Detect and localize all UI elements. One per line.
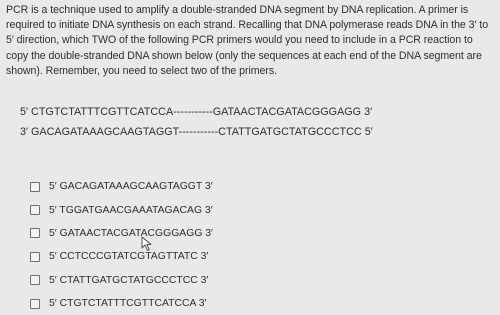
dna-top-strand: 5′ CTGTCTATTTCGTTCATCCA-----------GATAACTACGATACGGGAGG 3′ — [20, 106, 373, 118]
primer-option-6[interactable] — [30, 292, 470, 315]
option-checkbox[interactable] — [30, 205, 40, 215]
question-paragraph: PCR is a technique used to amplify a double-stranded DNA segment by DNA replication. A primer is required to initiate DNA synthesis on each strand. Recalling that DNA polymerase reads DNA in the 3′ to 5′ direction, which TWO of the following PCR primers would you need to include in a PCR reaction to copy the double-stranded DNA shown below (only the sequences at each end of the DNA segment are shown). Remember, you need to select two of the primers. — [6, 4, 489, 77]
dna-bottom-strand: 3′ GACAGATAAAGCAAGTAGGT-----------CTATTGATGCTATGCCCTCC 5′ — [20, 126, 373, 138]
primer-options — [30, 175, 470, 315]
dna-segment — [20, 102, 480, 142]
option-label: 5′ CCTCCCGTATCGTAGTTATC 3′ — [49, 251, 209, 263]
option-checkbox[interactable] — [30, 275, 40, 285]
option-checkbox[interactable] — [30, 228, 40, 238]
option-label: 5′ GACAGATAAAGCAAGTAGGT 3′ — [49, 181, 213, 193]
option-label: 5′ CTGTCTATTTCGTTCATCCA 3′ — [49, 298, 207, 310]
question-text — [6, 3, 494, 79]
option-label: 5′ GATAACTACGATACGGGAGG 3′ — [49, 227, 214, 239]
option-checkbox[interactable] — [30, 299, 40, 309]
primer-option-2[interactable] — [30, 198, 470, 221]
option-label: 5′ TGGATGAACGAAATAGACAG 3′ — [49, 204, 213, 216]
primer-option-3[interactable] — [30, 222, 470, 245]
primer-option-1[interactable] — [30, 175, 470, 198]
mouse-pointer-icon — [141, 236, 153, 252]
option-checkbox[interactable] — [30, 252, 40, 262]
option-checkbox[interactable] — [30, 182, 40, 192]
primer-option-4[interactable] — [30, 245, 470, 268]
option-label: 5′ CTATTGATGCTATGCCCTCC 3′ — [49, 274, 209, 286]
primer-option-5[interactable] — [30, 269, 470, 292]
